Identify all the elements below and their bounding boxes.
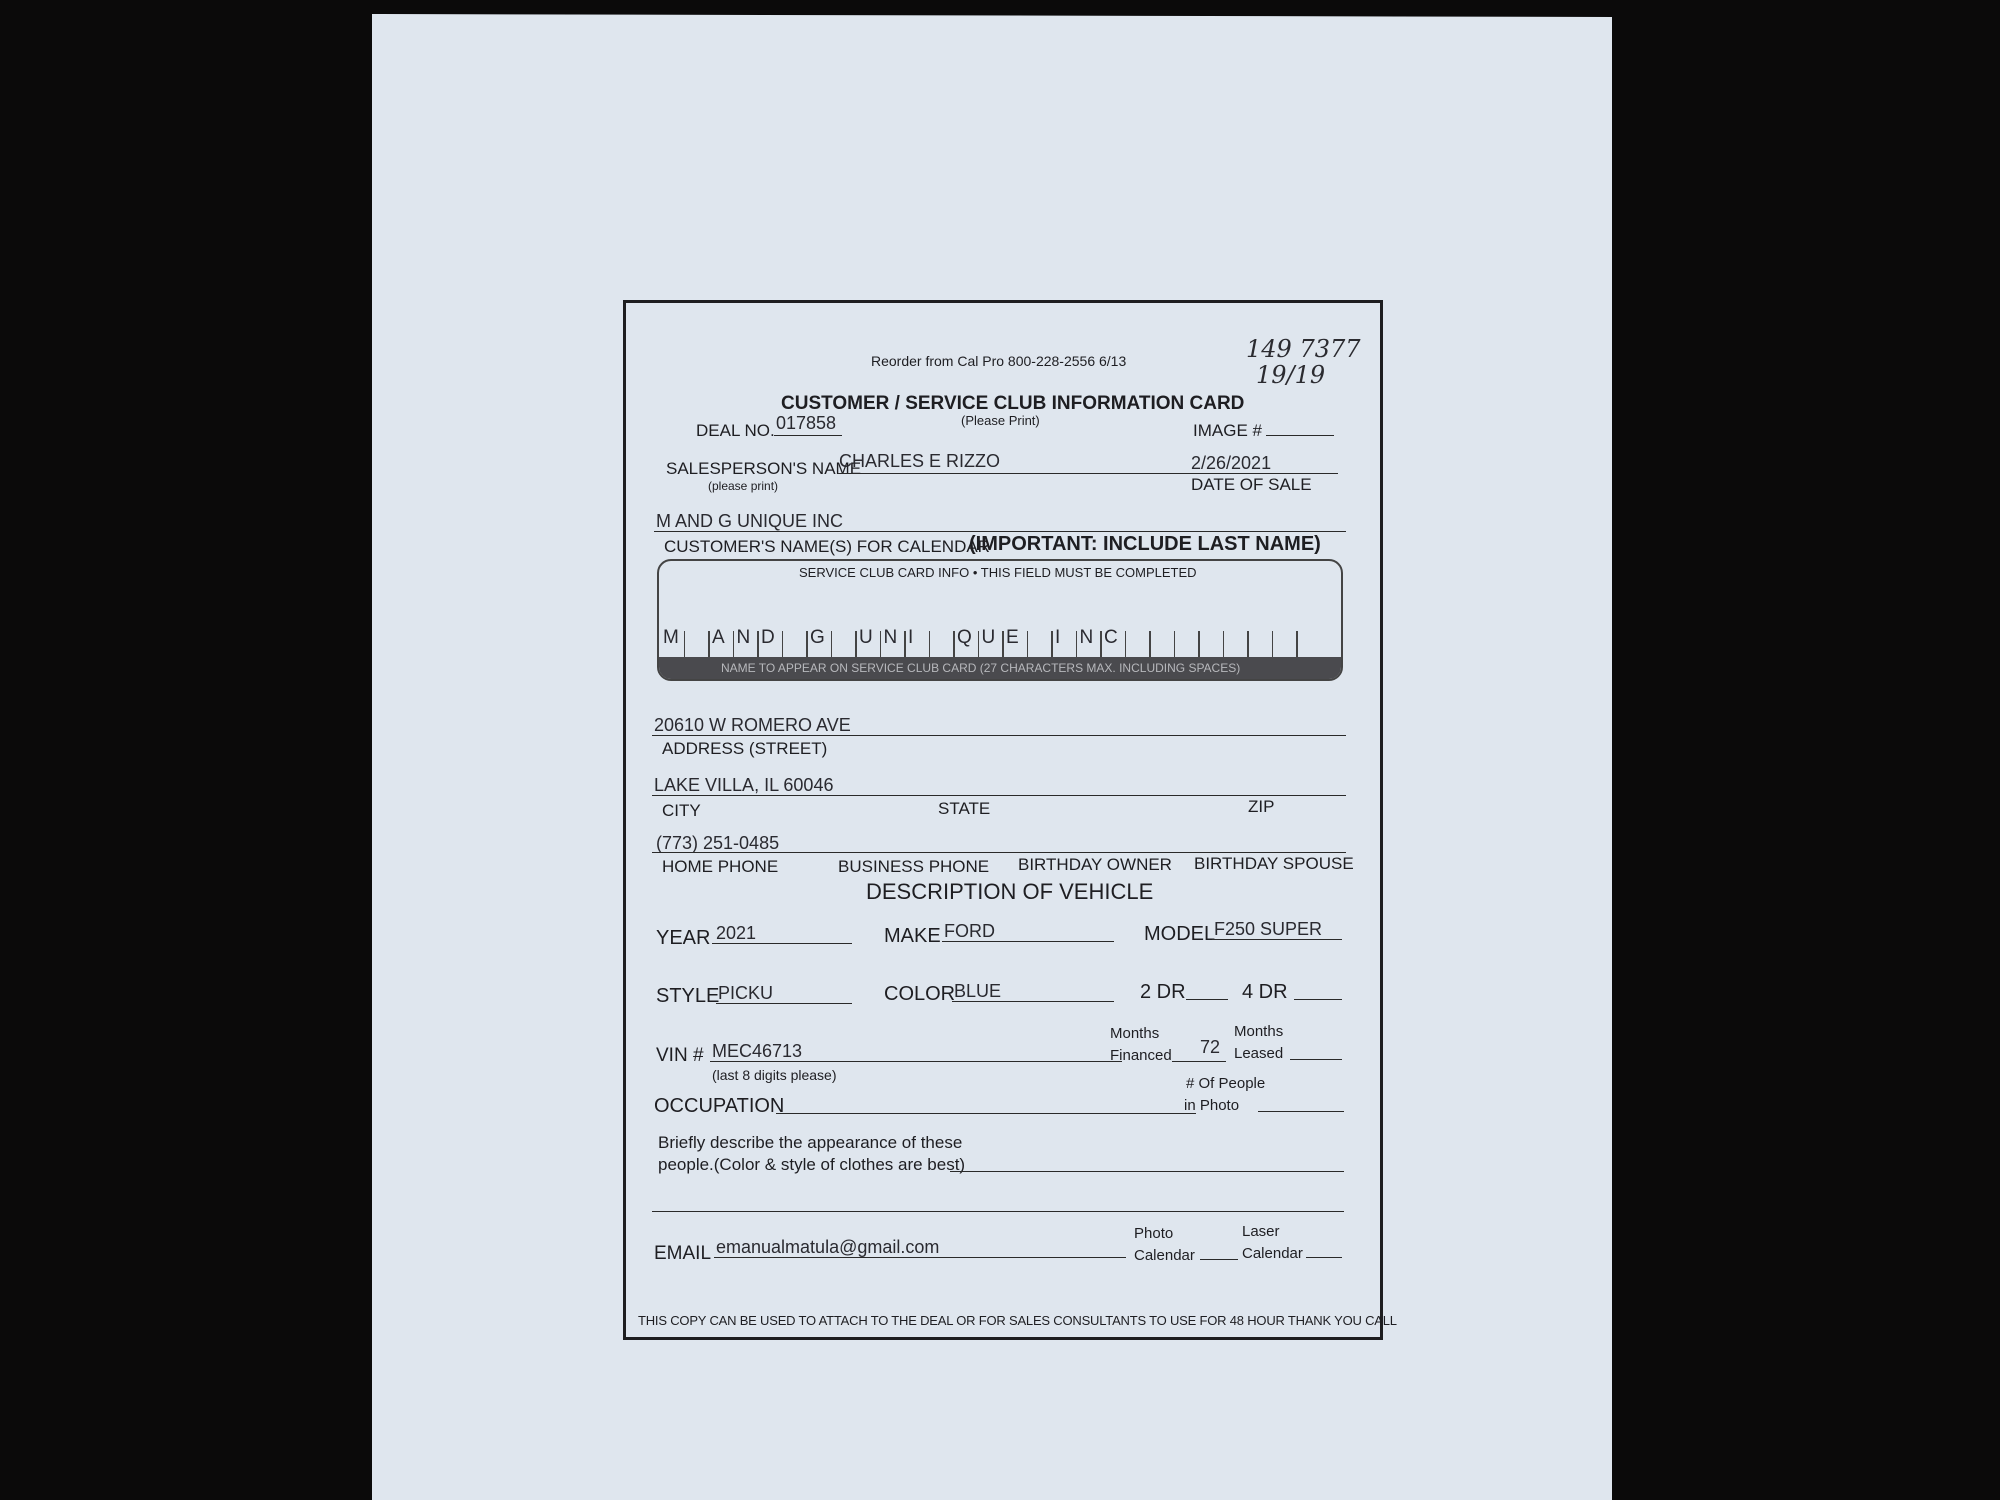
service-club-character: C — [1104, 627, 1118, 648]
character-divider — [1247, 631, 1249, 657]
footer-note: THIS COPY CAN BE USED TO ATTACH TO THE DEAL OR FOR SALES CONSULTANTS TO USE FOR 48 HOUR THANK YOU CALL — [638, 1313, 1397, 1328]
birthday-owner-label: BIRTHDAY OWNER — [1018, 855, 1172, 874]
character-divider — [904, 631, 906, 657]
months-financed-label-2: Financed — [1110, 1047, 1172, 1064]
character-divider — [708, 631, 710, 657]
important-note: (IMPORTANT: INCLUDE LAST NAME) — [969, 533, 1321, 555]
people-label-2: in Photo — [1184, 1097, 1240, 1114]
service-club-character: U — [981, 627, 996, 648]
deal-no-line — [774, 435, 842, 436]
character-divider — [1125, 631, 1127, 657]
months-leased-label-2: Leased — [1234, 1045, 1284, 1062]
character-divider — [831, 631, 833, 657]
salesperson-sublabel: (please print) — [708, 479, 779, 493]
vin-value: MEC46713 — [712, 1041, 803, 1061]
describe-label-2: people.(Color & style of clothes are best) — [658, 1155, 966, 1174]
service-club-character: M — [663, 627, 679, 648]
character-divider — [880, 631, 882, 657]
model-value: F250 SUPER — [1214, 919, 1323, 939]
style-label: STYLE — [656, 985, 720, 1007]
character-divider — [1296, 631, 1298, 657]
deal-no-label: DEAL NO. — [696, 421, 775, 440]
character-divider — [855, 631, 857, 657]
information-card — [623, 300, 1397, 1340]
laser-calendar-line — [1306, 1257, 1342, 1258]
deal-no-value: 017858 — [776, 413, 837, 433]
make-label: MAKE — [884, 925, 941, 947]
two-dr-line — [1186, 999, 1228, 1000]
service-club-character: I — [908, 627, 914, 648]
character-divider — [1174, 631, 1176, 657]
character-divider — [733, 631, 735, 657]
style-value: PICKU — [718, 983, 774, 1003]
service-club-character: U — [859, 627, 873, 648]
year-line — [712, 943, 852, 944]
service-club-character: A — [712, 627, 725, 648]
year-value: 2021 — [716, 923, 757, 943]
style-line — [716, 1003, 852, 1004]
service-club-character: I — [1055, 627, 1061, 648]
laser-calendar-label-1: Laser — [1242, 1223, 1280, 1240]
people-label-1: # Of People — [1186, 1075, 1266, 1092]
salesperson-label: SALESPERSON'S NAME — [666, 459, 862, 478]
service-club-character: N — [1079, 627, 1094, 648]
zip-label: ZIP — [1248, 797, 1275, 816]
photo-calendar-line — [1200, 1259, 1238, 1260]
service-club-footer-bar — [659, 657, 1341, 679]
describe-label-1: Briefly describe the appearance of these — [658, 1133, 963, 1152]
birthday-spouse-label: BIRTHDAY SPOUSE — [1194, 854, 1354, 873]
please-print-note: (Please Print) — [961, 413, 1040, 428]
character-divider — [929, 631, 931, 657]
service-club-character: G — [810, 627, 825, 648]
character-divider — [1223, 631, 1225, 657]
months-financed-line — [1172, 1061, 1226, 1062]
city-label: CITY — [662, 801, 701, 820]
character-divider — [806, 631, 808, 657]
character-divider — [978, 631, 980, 657]
character-divider — [1002, 631, 1004, 657]
city-value: LAKE VILLA, IL 60046 — [654, 775, 834, 795]
occupation-line — [776, 1113, 1196, 1114]
months-leased-label-1: Months — [1234, 1023, 1284, 1040]
people-line — [1258, 1111, 1344, 1112]
character-divider — [782, 631, 784, 657]
months-financed-label-1: Months — [1110, 1025, 1160, 1042]
service-club-character: N — [736, 627, 751, 648]
card-title: CUSTOMER / SERVICE CLUB INFORMATION CARD — [781, 393, 1245, 414]
character-divider — [1076, 631, 1078, 657]
color-label: COLOR — [884, 983, 956, 1005]
vin-line — [710, 1061, 1122, 1062]
model-line — [1212, 939, 1342, 940]
vin-sublabel: (last 8 digits please) — [712, 1067, 837, 1083]
photo-calendar-label-2: Calendar — [1134, 1247, 1195, 1264]
email-label: EMAIL — [654, 1243, 712, 1264]
photo-calendar-label-1: Photo — [1134, 1225, 1174, 1242]
make-value: FORD — [944, 921, 995, 941]
email-line — [714, 1257, 1126, 1258]
describe-line-1 — [950, 1171, 1344, 1172]
business-phone-label: BUSINESS PHONE — [838, 857, 990, 876]
home-phone-value: (773) 251-0485 — [656, 833, 780, 853]
customer-name-value: M AND G UNIQUE INC — [656, 511, 844, 531]
street-label: ADDRESS (STREET) — [662, 739, 828, 758]
character-divider — [953, 631, 955, 657]
customer-names-label: CUSTOMER'S NAME(S) FOR CALENDAR — [664, 537, 990, 556]
months-leased-line — [1290, 1059, 1342, 1060]
color-value: BLUE — [954, 981, 1002, 1001]
service-club-header: SERVICE CLUB CARD INFO • THIS FIELD MUST BE COMPLETED — [799, 565, 1197, 580]
handwritten-number: 149 7377 — [1246, 335, 1361, 363]
character-divider — [1027, 631, 1029, 657]
four-dr-line — [1294, 999, 1342, 1000]
laser-calendar-label-2: Calendar — [1242, 1245, 1303, 1262]
image-label: IMAGE # — [1193, 421, 1262, 440]
date-of-sale-value: 2/26/2021 — [1191, 453, 1272, 473]
describe-line-2 — [652, 1211, 1344, 1212]
city-line — [652, 795, 1346, 796]
character-divider — [1051, 631, 1053, 657]
service-club-character: D — [761, 627, 775, 648]
date-of-sale-label: DATE OF SALE — [1191, 475, 1312, 494]
year-label: YEAR — [656, 927, 711, 949]
make-line — [942, 941, 1114, 942]
service-club-footer: NAME TO APPEAR ON SERVICE CLUB CARD (27 CHARACTERS MAX. INCLUDING SPACES) — [721, 661, 1241, 675]
vehicle-header: DESCRIPTION OF VEHICLE — [866, 879, 1154, 904]
character-divider — [757, 631, 759, 657]
service-club-character: E — [1006, 627, 1019, 648]
service-club-character: N — [883, 627, 898, 648]
service-club-box — [657, 559, 1343, 681]
street-line — [652, 735, 1346, 736]
image-line — [1266, 435, 1334, 436]
salesperson-value: CHARLES E RIZZO — [839, 451, 1001, 471]
reorder-text: Reorder from Cal Pro 800-228-2556 6/13 — [871, 353, 1127, 369]
customer-name-line — [654, 531, 1346, 532]
character-divider — [1149, 631, 1151, 657]
four-dr-label: 4 DR — [1242, 981, 1288, 1003]
character-divider — [1100, 631, 1102, 657]
occupation-label: OCCUPATION — [654, 1095, 785, 1117]
months-financed-value: 72 — [1200, 1037, 1221, 1057]
vin-label: VIN # — [656, 1045, 704, 1066]
phone-line — [652, 852, 1346, 853]
street-value: 20610 W ROMERO AVE — [654, 715, 851, 735]
character-divider — [684, 631, 686, 657]
character-divider — [1272, 631, 1274, 657]
service-club-character: Q — [957, 627, 972, 648]
character-divider — [1198, 631, 1200, 657]
home-phone-label: HOME PHONE — [662, 857, 779, 876]
model-label: MODEL — [1144, 923, 1216, 945]
two-dr-label: 2 DR — [1140, 981, 1186, 1003]
handwritten-date: 19/19 — [1256, 361, 1326, 389]
color-line — [952, 1001, 1114, 1002]
email-value: emanualmatula@gmail.com — [716, 1237, 940, 1257]
state-label: STATE — [938, 799, 991, 818]
